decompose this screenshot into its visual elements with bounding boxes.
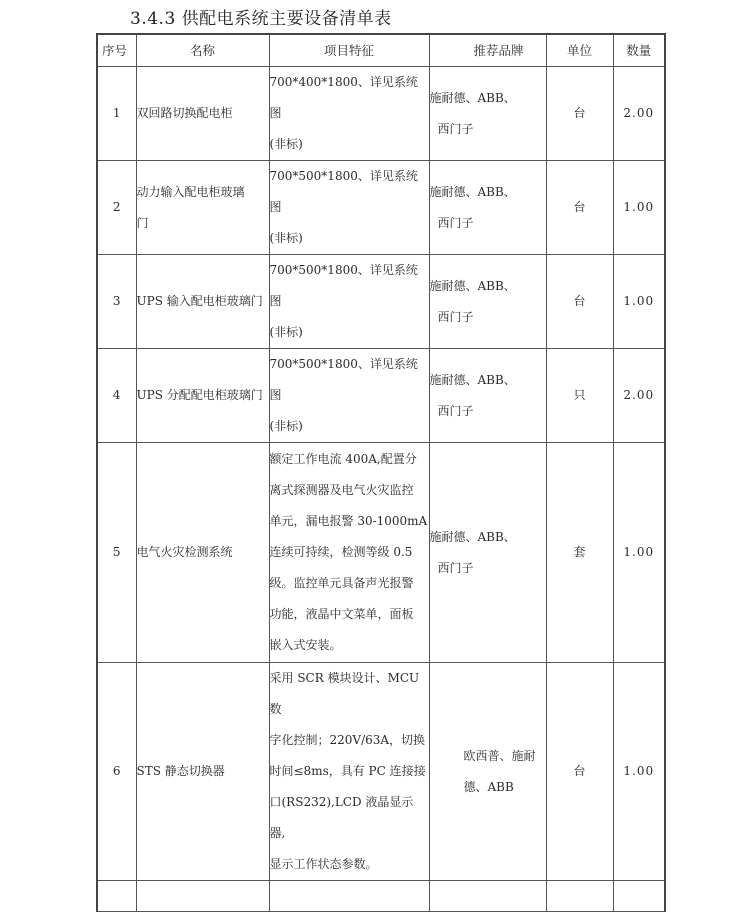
table-row [97,255,665,349]
spec-line: 700*400*1800、详见系统图 [269,75,418,120]
spec-line: (非标) [269,231,303,245]
cell-brand [429,663,546,881]
name-line: 动力输入配电柜玻璃 [136,184,245,199]
spec-line: 采用 SCR 模块设计、MCU 数 [269,671,420,716]
cell-qty: 2.00 [613,67,665,161]
header-unit: 单位 [546,34,613,67]
cell-name [136,663,269,881]
spec-line: 700*500*1800、详见系统图 [269,263,418,308]
spec-line: (非标) [269,137,303,151]
cell-empty [97,881,136,912]
table-row [97,443,665,663]
table-row [97,349,665,443]
cell-unit: 台 [546,161,613,255]
cell-qty: 1.00 [613,255,665,349]
cell-no: 2 [97,161,136,255]
cell-name [136,67,269,161]
spec-line: 连续可持续，检测等级 0.5 [269,545,413,559]
cell-spec [269,255,429,349]
cell-no: 1 [97,67,136,161]
name-line: 门 [136,215,149,230]
cell-name [136,255,269,349]
brand-line: 施耐德、ABB、 [429,372,516,387]
cell-empty [546,881,613,912]
name-line: 双回路切换配电柜 [136,106,233,120]
cell-spec [269,443,429,663]
cell-qty: 1.00 [613,663,665,881]
name-line: UPS 分配配电柜玻璃门 [136,388,263,402]
brand-line: 西门子 [437,560,474,575]
name-line: STS 静态切换器 [136,764,225,778]
brand-line: 施耐德、ABB、 [429,90,516,105]
header-name: 名称 [136,34,269,67]
spec-line: (非标) [269,325,303,339]
cell-brand [429,255,546,349]
cell-name [136,349,269,443]
cell-unit: 只 [546,349,613,443]
cell-brand [429,349,546,443]
cell-unit: 台 [546,663,613,881]
cell-qty: 2.00 [613,349,665,443]
cell-brand [429,443,546,663]
spec-line: 时间≤8ms，具有 PC 连接接 [269,764,426,778]
name-line: 电气火灾检测系统 [136,545,233,559]
brand-line: 西门子 [437,215,474,230]
spec-line: 字化控制；220V/63A，切换 [269,733,426,747]
brand-line: 施耐德、ABB、 [429,278,516,293]
spec-line: (非标) [269,419,303,433]
cell-no: 6 [97,663,136,881]
cell-name [136,443,269,663]
cell-brand [429,67,546,161]
cell-no: 3 [97,255,136,349]
cell-brand [429,161,546,255]
cell-unit: 套 [546,443,613,663]
cell-empty [429,881,546,912]
section-heading: 3.4.3 供配电系统主要设备清单表 [130,9,392,29]
brand-line: 西门子 [437,403,474,418]
header-brand: 推荐品牌 [429,34,546,67]
table-row [97,161,665,255]
cell-no: 4 [97,349,136,443]
cell-spec [269,161,429,255]
brand-line: 德、ABB [463,779,514,794]
cell-spec [269,349,429,443]
brand-line: 施耐德、ABB、 [429,529,516,544]
cell-spec [269,67,429,161]
spec-line: 离式探测器及电气火灾监控 [269,483,414,497]
header-qty: 数量 [613,34,665,67]
cell-name [136,161,269,255]
name-line: UPS 输入配电柜玻璃门 [136,294,263,308]
brand-line: 西门子 [437,309,474,324]
cell-unit: 台 [546,255,613,349]
cell-empty [136,881,269,912]
cell-empty [613,881,665,912]
table-header-row [97,34,665,67]
spec-line: 700*500*1800、详见系统图 [269,357,418,402]
cell-spec [269,663,429,881]
header-spec: 项目特征 [269,34,429,67]
table-row-partial [97,881,665,912]
header-no: 序号 [97,34,136,67]
spec-line: 700*500*1800、详见系统图 [269,169,418,214]
table-row [97,67,665,161]
spec-line: 单元，漏电报警 30-1000mA [269,514,428,528]
equipment-list-table [96,33,666,912]
brand-line: 西门子 [437,121,474,136]
table-row [97,663,665,881]
spec-line: 嵌入式安装。 [269,638,342,652]
cell-empty [269,881,429,912]
spec-line: 功能，液晶中文菜单，面板 [269,607,414,621]
cell-unit: 台 [546,67,613,161]
brand-line: 施耐德、ABB、 [429,184,516,199]
cell-qty: 1.00 [613,161,665,255]
brand-line: 欧西普、施耐 [463,748,536,763]
spec-line: 级。监控单元具备声光报警 [269,576,414,590]
spec-line: 额定工作电流 400A,配置分 [269,452,417,466]
spec-line: 口(RS232),LCD 液晶显示器, [269,795,414,840]
cell-no: 5 [97,443,136,663]
spec-line: 显示工作状态参数。 [269,857,378,871]
cell-qty: 1.00 [613,443,665,663]
